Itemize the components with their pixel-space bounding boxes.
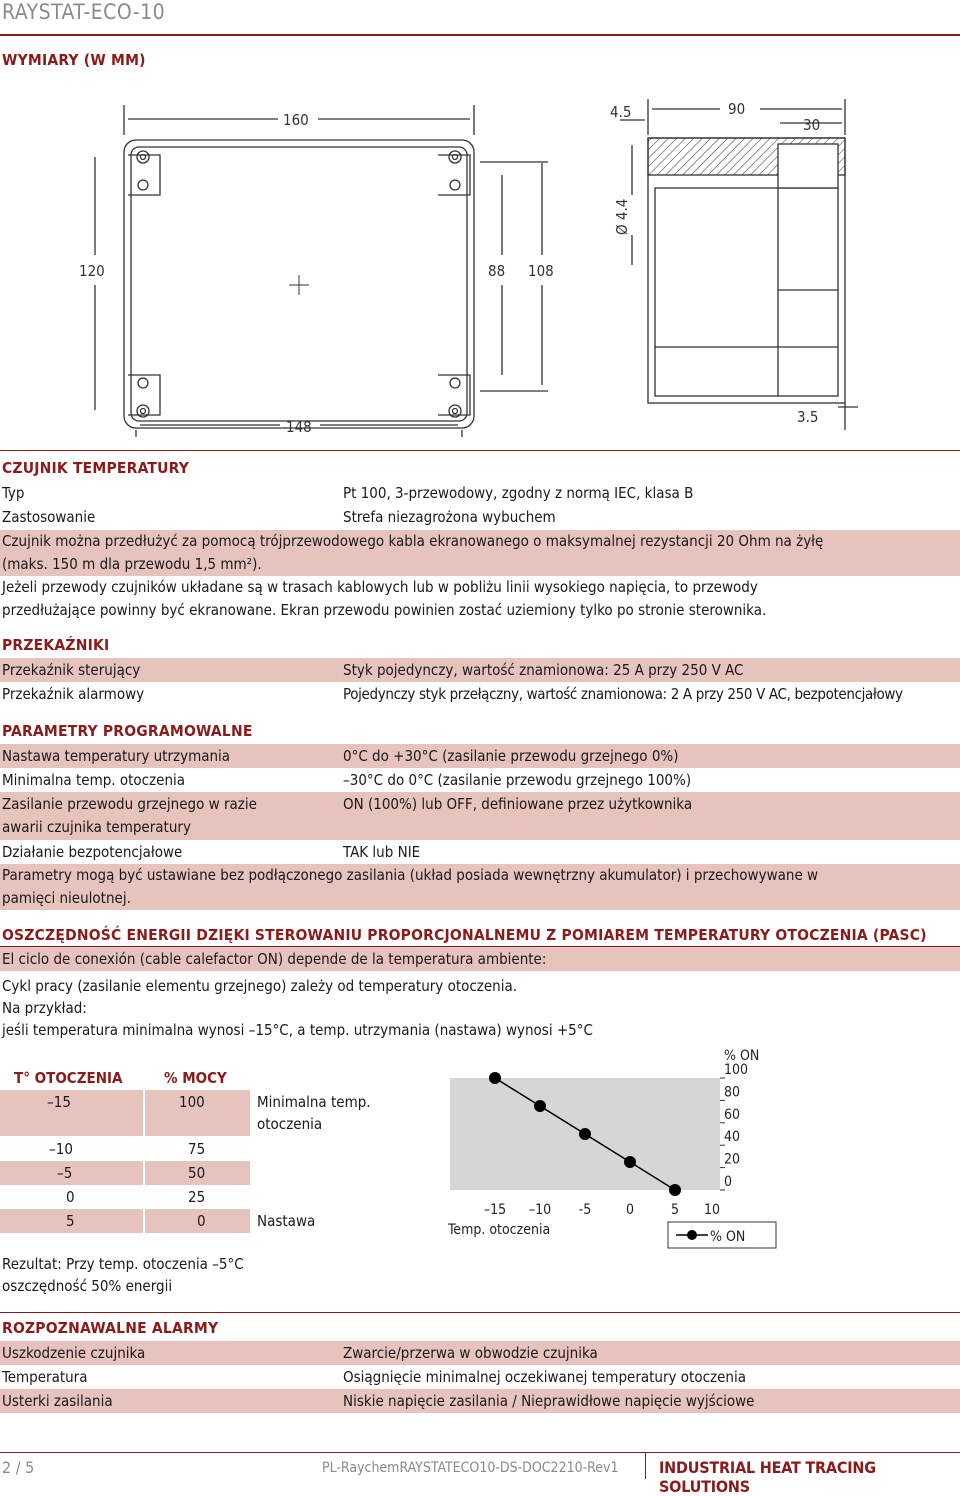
chart-data-point — [624, 1156, 636, 1168]
dim-120-label: 120 — [79, 262, 105, 280]
params-note-line: pamięci nieulotnej. — [2, 889, 131, 907]
sensor-note-line: (maks. 150 m dla przewodu 1,5 mm²). — [2, 555, 262, 573]
dim-diameter-label: Ø 4.4 — [613, 198, 631, 235]
dim-90-label: 90 — [728, 100, 746, 118]
dimensions-heading: WYMIARY (W MM) — [2, 51, 146, 69]
sensor-heading: CZUJNIK TEMPERATURY — [2, 459, 189, 477]
param-failsafe-label-2: awarii czujnika temperatury — [2, 818, 191, 836]
footer-rule — [0, 1452, 960, 1453]
pasc-subtitle: El ciclo de conexión (cable calefactor ON) depende de la temperatura ambiente: — [2, 950, 547, 968]
sensor-type-value: Pt 100, 3-przewodowy, zgodny z normą IEC, klasa B — [343, 484, 694, 502]
dimension-drawing — [0, 85, 960, 437]
chart-y-tick-label: 0 — [724, 1174, 733, 1190]
title-rule — [0, 34, 960, 36]
relay-alarm-value: Pojedynczy styk przełączny, wartość znamionowa: 2 A przy 250 V AC, bezpotencjałowy — [343, 685, 903, 703]
chart-y-tick-label: 60 — [724, 1106, 741, 1123]
footer-brand: INDUSTRIAL HEAT TRACING SOLUTIONS — [659, 1458, 876, 1496]
sensor-note-line: przedłużające powinny być ekranowane. Ekran przewodu powinien zostać uziemiony tylko po stronie sterownika. — [2, 601, 767, 619]
relay-row-alarm — [0, 682, 960, 706]
sensor-row-application — [0, 505, 960, 529]
dim-160-label: 160 — [283, 111, 309, 129]
sensor-note-extension — [0, 530, 960, 576]
chart-x-tick-label: 0 — [625, 1202, 635, 1218]
footer-doc-code: PL-RaychemRAYSTATECO10-DS-DOC2210-Rev1 — [322, 1460, 619, 1476]
dim-30-label: 30 — [803, 116, 821, 134]
param-row-failsafe — [0, 792, 960, 840]
sensor-type-label: Typ — [2, 484, 25, 502]
chart-y-tick-label: 100 — [724, 1062, 749, 1078]
chart-x-axis-title: Temp. otoczenia — [448, 1222, 551, 1238]
pasc-table-header-temp: T° OTOCZENIA — [14, 1069, 123, 1087]
alarm-power-label: Usterki zasilania — [2, 1392, 113, 1410]
chart-data-point — [489, 1072, 501, 1084]
pasc-chart — [440, 1042, 780, 1252]
pasc-power-cell: 50 — [188, 1164, 206, 1182]
alarms-rule — [0, 1312, 960, 1313]
alarm-row-power — [0, 1389, 960, 1413]
params-heading: PARAMETRY PROGRAMOWALNE — [2, 722, 253, 740]
pasc-note-cell: Nastawa — [257, 1212, 316, 1230]
pasc-table-row — [0, 1090, 250, 1136]
sensor-rule — [0, 450, 960, 451]
param-failsafe-value: ON (100%) lub OFF, definiowane przez użytkownika — [343, 795, 693, 813]
alarm-row-temperature — [0, 1365, 960, 1389]
param-potential-free-value: TAK lub NIE — [343, 843, 421, 861]
pasc-table-header — [0, 1066, 250, 1090]
param-maintain-label: Nastawa temperatury utrzymania — [2, 747, 231, 765]
footer-page-number: 2 / 5 — [2, 1458, 35, 1477]
params-note — [0, 864, 960, 910]
sensor-application-value: Strefa niezagrożona wybuchem — [343, 508, 556, 526]
dim-148-label: 148 — [286, 418, 312, 436]
pasc-note-cell-2: otoczenia — [257, 1115, 323, 1133]
dim-3-5-label: 3.5 — [797, 408, 819, 426]
pasc-note-cell: Minimalna temp. — [257, 1093, 371, 1111]
sensor-note-shielding — [0, 576, 960, 622]
sensor-note-line: Czujnik można przedłużyć za pomocą trójprzewodowego kabla ekranowanego o maksymalnej rezystancji 20 Ohm na żyłę — [2, 532, 824, 550]
chart-y-axis-title: % ON — [724, 1048, 760, 1064]
pasc-table-divider — [143, 1161, 145, 1185]
alarm-temperature-label: Temperatura — [2, 1368, 88, 1386]
chart-x-tick-label: –10 — [528, 1202, 552, 1218]
pasc-line-3: jeśli temperatura minimalna wynosi –15°C, a temp. utrzymania (nastawa) wynosi +5°C — [2, 1021, 593, 1039]
pasc-temp-cell: –15 — [47, 1093, 71, 1111]
relay-control-label: Przekaźnik sterujący — [2, 661, 141, 679]
pasc-power-cell: 75 — [188, 1140, 206, 1158]
relay-row-control — [0, 658, 960, 682]
pasc-result-line-1: Rezultat: Przy temp. otoczenia –5°C — [2, 1255, 244, 1273]
chart-y-tick-label: 40 — [724, 1129, 741, 1146]
alarm-power-value: Niskie napięcie zasilania / Nieprawidłowe napięcie wyjściowe — [343, 1392, 755, 1410]
param-min-temp-value: –30°C do 0°C (zasilanie przewodu grzejnego 100%) — [343, 771, 692, 789]
pasc-temp-cell: 5 — [66, 1212, 75, 1230]
pasc-power-cell: 100 — [179, 1093, 205, 1111]
chart-x-tick-label: –15 — [483, 1202, 507, 1218]
sensor-application-label: Zastosowanie — [2, 508, 96, 526]
param-maintain-value: 0°C do +30°C (zasilanie przewodu grzejnego 0%) — [343, 747, 679, 765]
param-min-temp-label: Minimalna temp. otoczenia — [2, 771, 186, 789]
chart-x-tick-label: 10 — [703, 1202, 721, 1218]
dim-4-5-label: 4.5 — [610, 103, 632, 121]
pasc-temp-cell: –10 — [49, 1140, 73, 1158]
pasc-power-cell: 0 — [197, 1212, 206, 1230]
alarm-sensor-label: Uszkodzenie czujnika — [2, 1344, 146, 1362]
chart-y-tick-label: 20 — [724, 1151, 741, 1168]
sensor-row-type — [0, 481, 960, 505]
param-potential-free-label: Działanie bezpotencjałowe — [2, 843, 183, 861]
chart-data-point — [579, 1128, 591, 1140]
alarm-sensor-value: Zwarcie/przerwa w obwodzie czujnika — [343, 1344, 598, 1362]
pasc-table-divider — [143, 1090, 145, 1136]
param-row-maintain — [0, 744, 960, 768]
pasc-table-row — [0, 1161, 250, 1185]
sensor-note-line: Jeżeli przewody czujników układane są w trasach kablowych lub w pobliżu linii wysokiego napięcia, to przewody — [2, 578, 758, 596]
footer-divider — [645, 1452, 646, 1479]
dim-108-label: 108 — [528, 262, 554, 280]
param-failsafe-label: Zasilanie przewodu grzejnego w razie — [2, 795, 257, 813]
relay-control-value: Styk pojedynczy, wartość znamionowa: 25 A przy 250 V AC — [343, 661, 744, 679]
param-row-potential-free — [0, 840, 960, 864]
chart-legend-marker — [687, 1230, 697, 1240]
alarm-row-sensor — [0, 1341, 960, 1365]
pasc-table-header-power: % MOCY — [164, 1069, 227, 1087]
chart-x-tick-label: -5 — [578, 1202, 592, 1218]
dim-88-label: 88 — [488, 262, 506, 280]
relay-alarm-label: Przekaźnik alarmowy — [2, 685, 145, 703]
relays-heading: PRZEKAŹNIKI — [2, 636, 110, 654]
pasc-table-row — [0, 1209, 250, 1233]
params-note-line: Parametry mogą być ustawiane bez podłączonego zasilania (układ posiada wewnętrzny akumulator) i przechowywane w — [2, 866, 819, 884]
document-title: RAYSTAT-ECO-10 — [2, 0, 166, 24]
pasc-temp-cell: –5 — [57, 1164, 73, 1182]
pasc-subtitle-row — [0, 947, 960, 971]
pasc-table-divider — [143, 1209, 145, 1233]
pasc-temp-cell: 0 — [66, 1188, 75, 1206]
pasc-heading: OSZCZĘDNOŚĆ ENERGII DZIĘKI STEROWANIU PROPORCJONALNEMU Z POMIAREM TEMPERATURY OTOCZENIA (PASC) — [2, 926, 927, 944]
pasc-line-1: Cykl pracy (zasilanie elementu grzejnego) zależy od temperatury otoczenia. — [2, 977, 518, 995]
chart-legend-label: % ON — [710, 1229, 746, 1245]
pasc-result-line-2: oszczędność 50% energii — [2, 1277, 173, 1295]
chart-x-tick-label: 5 — [670, 1202, 680, 1218]
pasc-power-cell: 25 — [188, 1188, 206, 1206]
chart-y-tick-label: 80 — [724, 1084, 741, 1101]
alarms-heading: ROZPOZNAWALNE ALARMY — [2, 1319, 219, 1337]
chart-data-point — [669, 1184, 681, 1196]
param-row-min-temp — [0, 768, 960, 792]
pasc-line-2: Na przykład: — [2, 999, 87, 1017]
alarm-temperature-value: Osiągnięcie minimalnej oczekiwanej temperatury otoczenia — [343, 1368, 746, 1386]
chart-data-point — [534, 1100, 546, 1112]
